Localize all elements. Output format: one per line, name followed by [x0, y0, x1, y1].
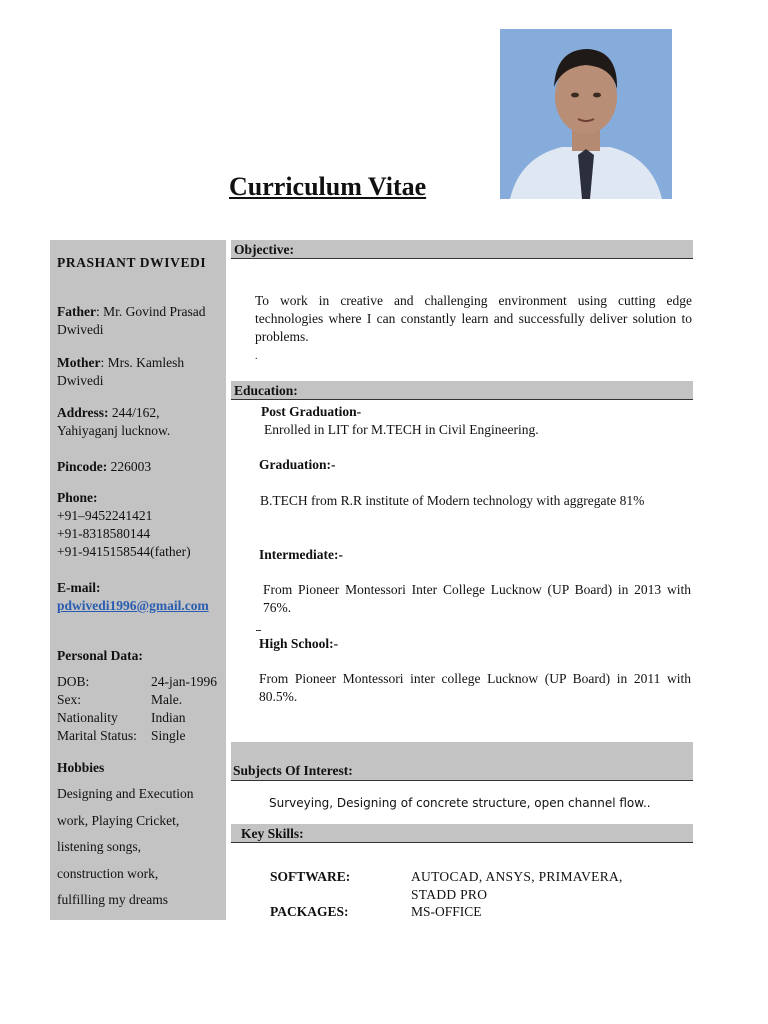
father-label: Father [57, 304, 96, 319]
interest-heading [231, 742, 693, 781]
high-school-text: From Pioneer Montessori inter college Lucknow (UP Board) in 2011 with 80.5%. [259, 671, 691, 704]
pg-text: Enrolled in LIT for M.TECH in Civil Engineering. [264, 422, 539, 437]
divider-mark [256, 630, 261, 631]
hobbies-section [57, 759, 223, 777]
profile-photo [500, 29, 672, 199]
hobby-line: work, Playing Cricket, [57, 812, 180, 828]
father-info [57, 303, 223, 339]
packages-value: MS-OFFICE [411, 904, 482, 919]
father-value: : Mr. Govind Prasad Dwivedi [57, 304, 206, 337]
phone-number: +91-9415158544(father) [57, 544, 191, 559]
objective-heading [231, 240, 693, 259]
mother-info [57, 354, 223, 390]
pincode-label: Pincode: [57, 459, 108, 474]
phone-label: Phone: [57, 490, 98, 505]
email-link[interactable]: pdwivedi1996@gmail.com [57, 598, 209, 613]
skills-heading-text: Key Skills: [241, 826, 304, 841]
personal-data [57, 647, 223, 665]
personal-value: Single [151, 728, 186, 743]
hobbies-label: Hobbies [57, 760, 105, 775]
hobby-line: listening songs, [57, 839, 142, 854]
personal-key: DOB: [57, 674, 90, 689]
hobby-line: construction work, [57, 865, 159, 881]
email-label: E-mail: [57, 580, 101, 595]
address-value: 244/162, Yahiyaganj lucknow. [57, 405, 171, 438]
personal-value: 24-jan-1996 [151, 674, 217, 689]
education-heading [231, 381, 693, 400]
address-info [57, 404, 223, 440]
mother-label: Mother [57, 355, 101, 370]
skills-heading [231, 824, 693, 843]
high-school-label: High School:- [259, 636, 339, 651]
personal-key: Sex: [57, 692, 82, 707]
mother-value: : Mrs. Kamlesh Dwivedi [57, 355, 185, 388]
graduation-label: Graduation:- [259, 457, 336, 472]
personal-value: Indian [151, 710, 186, 725]
personal-row [57, 727, 223, 745]
intermediate-label: Intermediate:- [259, 547, 343, 562]
address-label: Address: [57, 405, 109, 420]
personal-data-list [57, 673, 223, 745]
packages-label: PACKAGES: [270, 904, 349, 919]
pincode-info [57, 458, 223, 476]
software-value: AUTOCAD, ANSYS, PRIMAVERA, STADD PRO [411, 869, 623, 902]
personal-data-label: Personal Data: [57, 648, 143, 663]
graduation-text: B.TECH from R.R institute of Modern technology with aggregate 81% [260, 493, 645, 508]
personal-value: Male. [151, 692, 183, 707]
hobbies-list [57, 781, 223, 914]
email-info [57, 579, 223, 615]
intermediate-text: From Pioneer Montessori Inter College Lucknow (UP Board) in 2013 with 76%. [263, 582, 691, 615]
interest-text: Surveying, Designing of concrete structure, open channel flow.. [269, 796, 651, 810]
personal-key: Marital Status: [57, 728, 137, 743]
personal-key: Nationality [57, 710, 118, 725]
personal-row [57, 691, 223, 709]
candidate-name: PRASHANT DWIVEDI [57, 255, 207, 270]
hobby-line: fulfilling my dreams [57, 892, 168, 907]
objective-text: To work in creative and challenging environment using cutting edge technologies where I can constantly learn and successfully deliver solution to problems. [255, 293, 692, 344]
pg-label: Post Graduation- [261, 404, 362, 419]
sidebar [50, 240, 226, 920]
phone-number: +91–9452241421 [57, 508, 153, 523]
page-title: Curriculum Vitae [229, 172, 427, 201]
objective-dot: . [255, 351, 258, 362]
personal-row [57, 709, 223, 727]
objective-heading-text: Objective: [234, 242, 294, 257]
education-heading-text: Education: [234, 383, 298, 398]
interest-heading-text: Subjects Of Interest: [233, 763, 353, 778]
personal-row [57, 673, 223, 691]
phone-info [57, 489, 223, 561]
hobby-line: Designing and Execution [57, 786, 194, 801]
software-label: SOFTWARE: [270, 869, 351, 884]
pincode-value: 226003 [107, 459, 152, 474]
phone-number: +91-8318580144 [57, 526, 151, 541]
